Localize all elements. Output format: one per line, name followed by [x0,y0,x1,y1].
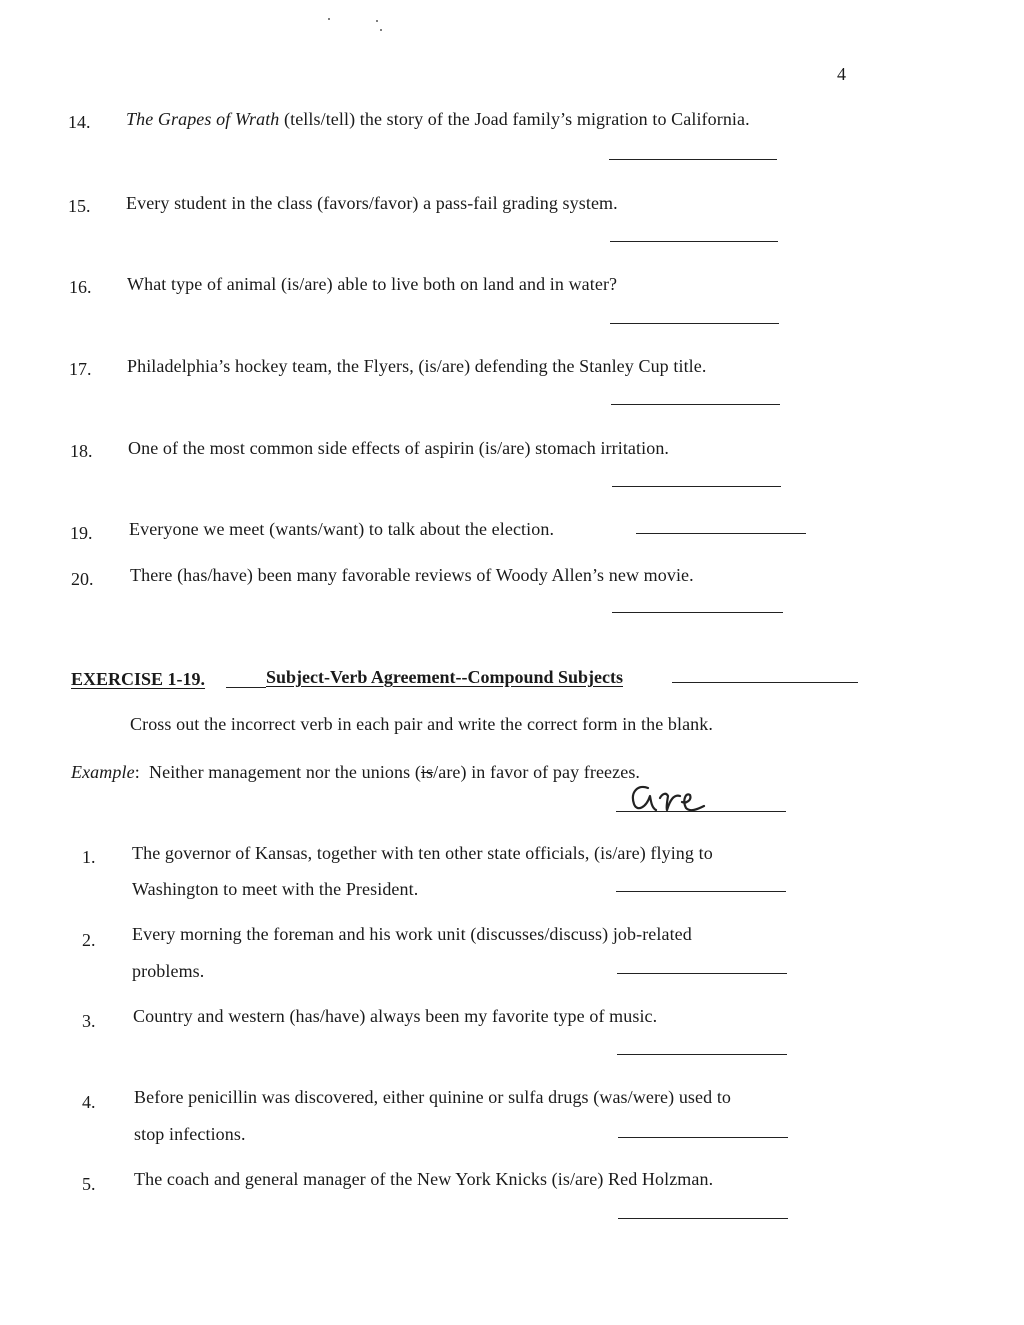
item-sentence-line1: The governor of Kansas, together with ten other state officials, (is/are) flying to [132,843,713,863]
item-sentence-line2: Washington to meet with the President. [132,879,419,899]
example [71,761,640,783]
book-title: The Grapes of Wrath [126,109,280,129]
example-text-after: /are) in favor of pay freezes. [433,762,641,782]
answer-blank[interactable] [618,1137,788,1138]
item-text [126,108,750,130]
item-number: 17. [69,359,92,379]
answer-blank[interactable] [636,533,806,534]
answer-blank[interactable] [618,1218,788,1219]
item-number: 16. [69,277,92,297]
scan-speck [380,29,382,31]
answer-blank[interactable] [610,323,779,324]
item-sentence: Everyone we meet (wants/want) to talk about the election. [129,519,555,539]
answer-blank[interactable] [616,891,786,892]
item-number: 4. [82,1092,96,1112]
example-colon: : [134,762,140,782]
item-number: 5. [82,1174,96,1194]
item-sentence-line2: problems. [132,961,205,981]
example-label: Example [71,762,135,782]
answer-blank[interactable] [612,486,781,487]
item-sentence: What type of animal (is/are) able to live both on land and in water? [127,274,618,294]
answer-blank[interactable] [611,404,780,405]
exercise-title-wrap [266,667,623,688]
item-sentence-line1: Country and western (has/have) always been my favorite type of music. [133,1006,658,1026]
scan-speck [376,20,378,22]
heading-underline [672,682,858,683]
item-number: 3. [82,1011,96,1031]
item-number: 14. [68,112,91,132]
page-number: 4 [837,64,846,84]
item-number: 18. [70,441,93,461]
item-sentence: One of the most common side effects of aspirin (is/are) stomach irritation. [128,438,670,458]
heading-underline [226,687,266,688]
answer-blank[interactable] [610,241,778,242]
item-number: 1. [82,847,96,867]
item-number: 2. [82,930,96,950]
answer-blank[interactable] [617,1054,787,1055]
item-sentence-line1: Before penicillin was discovered, either quinine or sulfa drugs (was/were) used to [134,1087,732,1107]
scan-speck [328,18,330,20]
item-sentence: Every student in the class (favors/favor) a pass-fail grading system. [126,193,618,213]
item-sentence: (tells/tell) the story of the Joad family’s migration to California. [284,109,750,129]
item-sentence: Philadelphia’s hockey team, the Flyers, (is/are) defending the Stanley Cup title. [127,356,707,376]
item-sentence-line1: The coach and general manager of the New York Knicks (is/are) Red Holzman. [134,1169,714,1189]
answer-blank[interactable] [612,612,783,613]
instructions: Cross out the incorrect verb in each pair and write the correct form in the blank. [130,714,713,734]
item-number: 15. [68,196,91,216]
example-text-before: Neither management nor the unions ( [149,762,421,782]
exercise-title: Subject-Verb Agreement--Compound Subjects [266,667,623,687]
item-sentence-line2: stop infections. [134,1124,246,1144]
example-struck-verb: is [420,762,434,782]
answer-blank[interactable] [617,973,787,974]
exercise-heading [71,669,205,690]
item-number: 19. [70,523,93,543]
item-number: 20. [71,569,94,589]
item-sentence: There (has/have) been many favorable reviews of Woody Allen’s new movie. [130,565,694,585]
exercise-label: EXERCISE 1-19. [71,669,206,689]
answer-blank[interactable] [616,811,786,812]
answer-blank[interactable] [609,159,777,160]
item-sentence-line1: Every morning the foreman and his work unit (discusses/discuss) job-related [132,924,692,944]
